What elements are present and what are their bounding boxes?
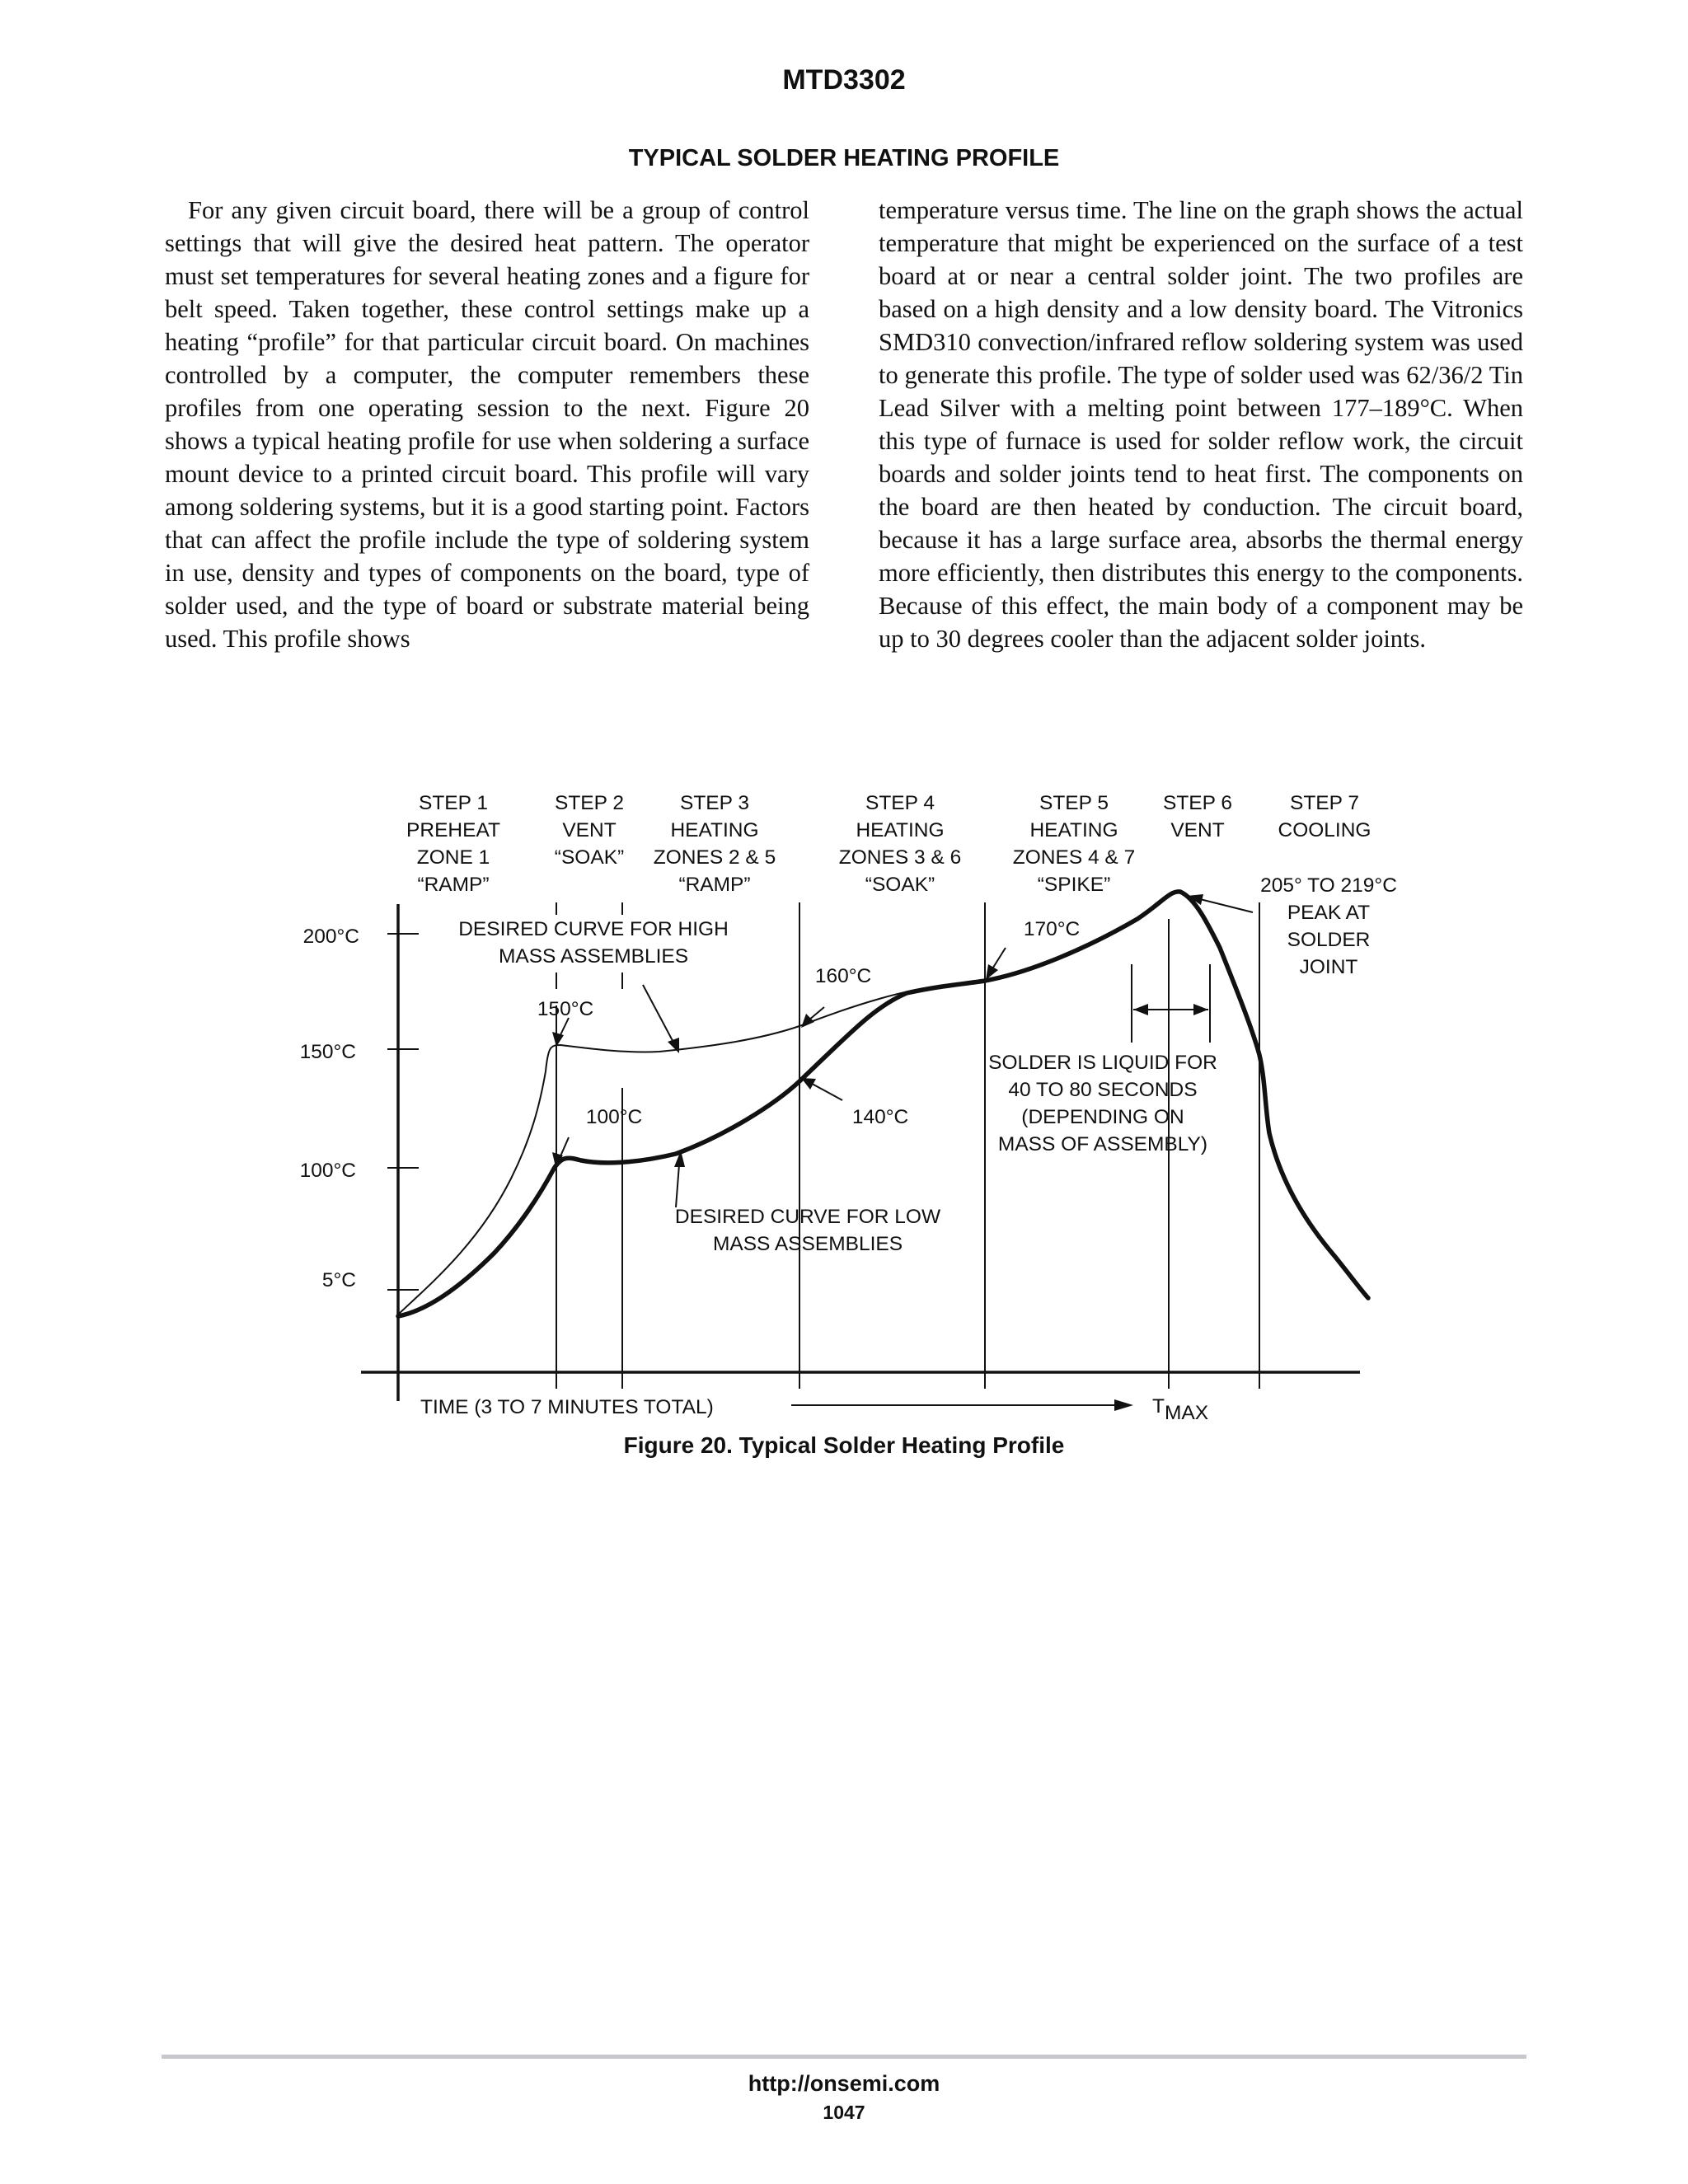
temp-label-150: 150°C bbox=[537, 998, 594, 1020]
peak-label-3: SOLDER bbox=[1287, 929, 1371, 951]
section-title: TYPICAL SOLDER HEATING PROFILE bbox=[628, 145, 1060, 171]
step-2-line-3: “SOAK” bbox=[554, 846, 625, 869]
y-tick-label-5: 5°C bbox=[321, 1269, 356, 1291]
step-1-line-3: ZONE 1 bbox=[416, 846, 490, 869]
liquid-label-1: SOLDER IS LIQUID FOR bbox=[988, 1052, 1217, 1074]
y-tick-label-200: 200°C bbox=[302, 926, 359, 948]
peak-label-4: JOINT bbox=[1299, 956, 1358, 978]
footer-divider bbox=[162, 2055, 1526, 2059]
solder-profile-figure bbox=[0, 775, 1688, 1434]
high-curve-label-1: DESIRED CURVE FOR HIGH bbox=[458, 918, 729, 940]
step-5-line-4: “SPIKE” bbox=[1037, 874, 1111, 896]
figure-caption: Figure 20. Typical Solder Heating Profile bbox=[623, 1432, 1065, 1458]
step-4-line-3: ZONES 3 & 6 bbox=[838, 846, 962, 869]
arrowhead bbox=[801, 1014, 814, 1028]
step-2-line-2: VENT bbox=[562, 819, 617, 841]
step-3-line-3: ZONES 2 & 5 bbox=[653, 846, 776, 869]
liquid-label-4: MASS OF ASSEMBLY) bbox=[997, 1133, 1208, 1155]
document-title: MTD3302 bbox=[782, 64, 906, 96]
peak-label-2: PEAK AT bbox=[1287, 902, 1371, 924]
tmax-label-sub: MAX bbox=[1164, 1402, 1209, 1424]
temp-label-100: 100°C bbox=[585, 1106, 643, 1128]
arrowhead bbox=[1133, 1004, 1148, 1015]
body-paragraph-right: temperature versus time. The line on the graph shows the actual temperature that might be experienced on the surface of a test board at or near a central solder joint. The two profiles are based on a high density and a low density board. The Vitronics SMD310 convection/infrared reflow soldering system was used to generate this profile. The type of solder used was 62/36/2 Tin Lead Silver with a melting point between 177–189°C. When this type of furnace is used for solder reflow work, the circuit boards and solder joints tend to heat first. The components on the board are then heated by conduction. The circuit board, because it has a large surface area, absorbs the thermal energy more efficiently, then distributes this energy to the components. Because of this effect, the main body of a component may be up to 30 degrees cooler than the adjacent solder joints. bbox=[879, 196, 1523, 653]
step-2-line-1: STEP 2 bbox=[555, 792, 624, 814]
step-3-line-1: STEP 3 bbox=[680, 792, 749, 814]
y-tick-marks bbox=[387, 934, 419, 1290]
liquid-label-2: 40 TO 80 SECONDS bbox=[1008, 1079, 1198, 1101]
y-tick-label-100: 100°C bbox=[299, 1160, 356, 1182]
step-5-line-1: STEP 5 bbox=[1039, 792, 1109, 814]
step-1-line-1: STEP 1 bbox=[419, 792, 488, 814]
step-3-line-2: HEATING bbox=[670, 819, 759, 841]
step-5-line-2: HEATING bbox=[1029, 819, 1118, 841]
step-3-line-4: “RAMP” bbox=[678, 874, 751, 896]
high-curve-label-2: MASS ASSEMBLIES bbox=[498, 945, 689, 968]
footer-url[interactable]: http://onsemi.com bbox=[748, 2071, 940, 2096]
step-5-line-3: ZONES 4 & 7 bbox=[1012, 846, 1136, 869]
step-headers bbox=[406, 792, 1371, 896]
step-7-line-2: COOLING bbox=[1278, 819, 1372, 841]
liquid-label-3: (DEPENDING ON bbox=[1021, 1106, 1184, 1128]
low-curve-label-1: DESIRED CURVE FOR LOW bbox=[674, 1206, 941, 1228]
body-column-right bbox=[879, 194, 1523, 655]
tmax-label-main: T bbox=[1152, 1395, 1165, 1418]
arrowhead bbox=[801, 1078, 816, 1090]
low-curve-label-2: MASS ASSEMBLIES bbox=[712, 1233, 903, 1255]
step-6-line-2: VENT bbox=[1170, 819, 1225, 841]
step-6-line-1: STEP 6 bbox=[1163, 792, 1232, 814]
temp-label-170: 170°C bbox=[1023, 918, 1081, 940]
step-4-line-4: “SOAK” bbox=[865, 874, 935, 896]
arrowhead bbox=[1114, 1399, 1133, 1411]
temp-label-140: 140°C bbox=[851, 1106, 909, 1128]
tmax-label bbox=[1152, 1395, 1208, 1424]
temp-label-160: 160°C bbox=[814, 965, 872, 987]
arrowhead bbox=[1193, 1004, 1208, 1015]
y-tick-label-150: 150°C bbox=[299, 1041, 356, 1063]
x-axis-label: TIME (3 TO 7 MINUTES TOTAL) bbox=[420, 1396, 714, 1418]
step-4-line-1: STEP 4 bbox=[865, 792, 935, 814]
step-1-line-2: PREHEAT bbox=[406, 819, 500, 841]
page-number: 1047 bbox=[823, 2102, 865, 2123]
body-paragraph-left: For any given circuit board, there will be a group of control settings that will give the desired heat pattern. The operator must set temperatures for several heating zones and a figure for belt speed. Taken together, these control settings make up a heating “profile” for that particular circuit board. On machines controlled by a computer, the computer remembers these profiles from one operating session to the next. Figure 20 shows a typical heating profile for use when soldering a surface mount device to a printed circuit board. This profile will vary among soldering systems, but it is a good starting point. Factors that can affect the profile include the type of soldering system in use, density and types of components on the board, type of solder used, and the type of board or substrate material being used. This profile shows bbox=[165, 196, 809, 653]
step-4-line-2: HEATING bbox=[856, 819, 945, 841]
body-column-left bbox=[165, 194, 809, 655]
peak-label-1: 205° TO 219°C bbox=[1260, 874, 1397, 897]
step-1-line-4: “RAMP” bbox=[417, 874, 490, 896]
step-7-line-1: STEP 7 bbox=[1290, 792, 1359, 814]
